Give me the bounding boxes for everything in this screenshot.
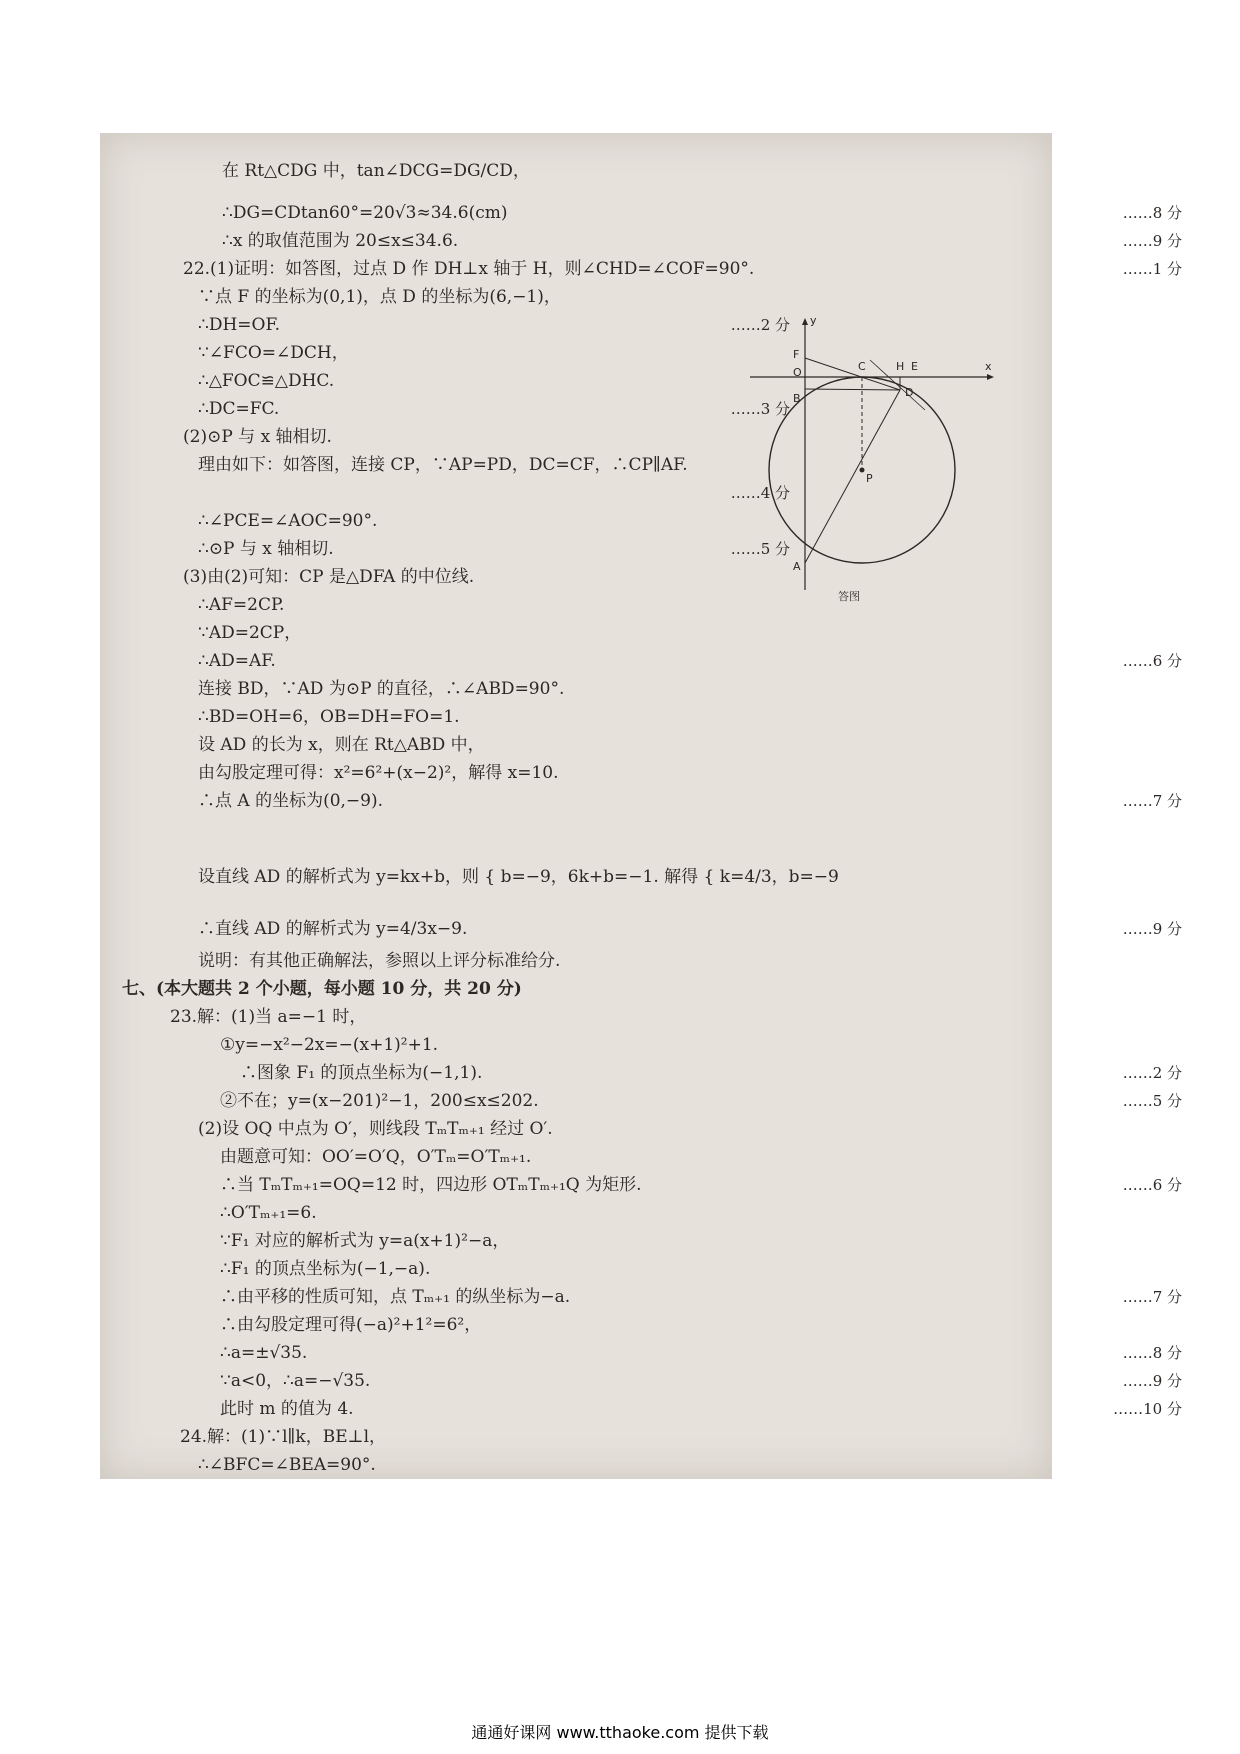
text-line: ∴BD=OH=6，OB=DH=FO=1. — [198, 707, 460, 727]
text-line: 23.解：(1)当 a=−1 时， — [170, 1007, 367, 1027]
text-line: ②不在；y=(x−201)²−1，200≤x≤202. — [220, 1091, 539, 1111]
answer-figure — [740, 310, 1000, 610]
text-line: 设 AD 的长为 x，则在 Rt△ABD 中， — [198, 735, 485, 755]
text-line: ∵AD=2CP， — [198, 623, 302, 643]
score-mark: ……8 分 — [1122, 1344, 1182, 1362]
y-axis-arrow — [802, 318, 808, 325]
label-d: D — [905, 386, 914, 399]
label-f: F — [793, 348, 800, 361]
text-line: 由题意可知：OO′=O′Q，O′Tₘ=O′Tₘ₊₁. — [220, 1147, 532, 1167]
text-line: ∴AF=2CP. — [198, 595, 285, 615]
score-mark: ……5 分 — [1122, 1092, 1182, 1110]
text-line: ∵∠FCO=∠DCH， — [198, 343, 349, 363]
score-mark: ……10 分 — [1113, 1400, 1182, 1418]
segment-bd — [805, 389, 900, 390]
text-line: ∵a<0，∴a=−√35. — [220, 1371, 371, 1391]
label-y: y — [810, 314, 817, 327]
text-line: 在 Rt△CDG 中，tan∠DCG=DG/CD， — [222, 161, 530, 181]
text-line: ①y=−x²−2x=−(x+1)²+1. — [220, 1035, 439, 1055]
page-footer: 通通好课网 www.tthaoke.com 提供下载 — [471, 1723, 769, 1742]
text-line: ∴DG=CDtan60°=20√3≈34.6(cm) — [222, 203, 508, 223]
score-mark: ……9 分 — [1122, 1372, 1182, 1390]
text-line: 说明：有其他正确解法，参照以上评分标准给分. — [198, 951, 561, 971]
label-c: C — [858, 360, 866, 373]
score-mark: ……9 分 — [1122, 232, 1182, 250]
text-line: 24.解：(1)∵l∥k，BE⊥l， — [180, 1427, 387, 1447]
score-mark: ……9 分 — [1122, 920, 1182, 938]
text-line: ∴∠BFC=∠BEA=90°. — [198, 1455, 376, 1475]
text-line: ∴△FOC≌△DHC. — [198, 371, 335, 391]
label-e: E — [911, 360, 918, 373]
text-line: ∵点 F 的坐标为(0,1)，点 D 的坐标为(6,−1)， — [198, 287, 561, 307]
score-mark: ……5 分 — [730, 540, 790, 558]
text-line: ∴a=±√35. — [220, 1343, 308, 1363]
segment-ad — [805, 390, 900, 563]
figure-caption: 答图 — [838, 590, 860, 603]
text-line: ∴⊙P 与 x 轴相切. — [198, 539, 334, 559]
text-line: (2)设 OQ 中点为 O′，则线段 TₘTₘ₊₁ 经过 O′. — [198, 1119, 553, 1139]
label-a: A — [793, 560, 801, 573]
text-line: ∴由平移的性质可知，点 Tₘ₊₁ 的纵坐标为−a. — [220, 1287, 571, 1307]
text-line: ∴由勾股定理可得(−a)²+1²=6²， — [220, 1315, 482, 1335]
text-line: ∴DC=FC. — [198, 399, 280, 419]
score-mark: ……8 分 — [1122, 204, 1182, 222]
section-heading: 七、(本大题共 2 个小题，每小题 10 分，共 20 分) — [122, 979, 522, 999]
score-mark: ……3 分 — [730, 400, 790, 418]
text-line: 连接 BD，∵AD 为⊙P 的直径，∴∠ABD=90°. — [198, 679, 565, 699]
text-line: (3)由(2)可知：CP 是△DFA 的中位线. — [183, 567, 475, 587]
score-mark: ……7 分 — [1122, 1288, 1182, 1306]
score-mark: ……1 分 — [1122, 260, 1182, 278]
label-x: x — [985, 360, 992, 373]
score-mark: ……7 分 — [1122, 792, 1182, 810]
label-o: O — [793, 366, 802, 379]
score-mark: ……6 分 — [1122, 1176, 1182, 1194]
score-mark: ……6 分 — [1122, 652, 1182, 670]
text-line: ∴F₁ 的顶点坐标为(−1,−a). — [220, 1259, 431, 1279]
score-mark: ……2 分 — [730, 316, 790, 334]
text-line: 由勾股定理可得：x²=6²+(x−2)²，解得 x=10. — [198, 763, 559, 783]
text-line: (2)⊙P 与 x 轴相切. — [183, 427, 332, 447]
text-line: ∴图象 F₁ 的顶点坐标为(−1,1). — [240, 1063, 483, 1083]
text-line: 理由如下：如答图，连接 CP，∵AP=PD，DC=CF，∴CP∥AF. — [198, 455, 688, 475]
text-line: 22.(1)证明：如答图，过点 D 作 DH⊥x 轴于 H，则∠CHD=∠COF=90°. — [183, 259, 755, 279]
text-line: ∴O′Tₘ₊₁=6. — [220, 1203, 317, 1223]
text-line: 设直线 AD 的解析式为 y=kx+b，则 { b=−9，6k+b=−1. 解得 { k=4/3，b=−9 — [198, 867, 839, 887]
label-p: P — [866, 472, 873, 485]
text-line: ∴点 A 的坐标为(0,−9). — [198, 791, 384, 811]
text-line: ∴x 的取值范围为 20≤x≤34.6. — [222, 231, 459, 251]
text-line: ∴AD=AF. — [198, 651, 276, 671]
label-h: H — [896, 360, 905, 373]
score-mark: ……4 分 — [730, 484, 790, 502]
text-line: ∴∠PCE=∠AOC=90°. — [198, 511, 378, 531]
label-b: B — [793, 392, 801, 405]
text-line: ∴当 TₘTₘ₊₁=OQ=12 时，四边形 OTₘTₘ₊₁Q 为矩形. — [220, 1175, 642, 1195]
center-p — [860, 468, 865, 473]
text-line: 此时 m 的值为 4. — [220, 1399, 354, 1419]
text-line: ∴直线 AD 的解析式为 y=4/3x−9. — [198, 919, 468, 939]
x-axis-arrow — [987, 374, 994, 380]
text-line: ∴DH=OF. — [198, 315, 281, 335]
text-line: ∵F₁ 对应的解析式为 y=a(x+1)²−a， — [220, 1231, 510, 1251]
score-mark: ……2 分 — [1122, 1064, 1182, 1082]
